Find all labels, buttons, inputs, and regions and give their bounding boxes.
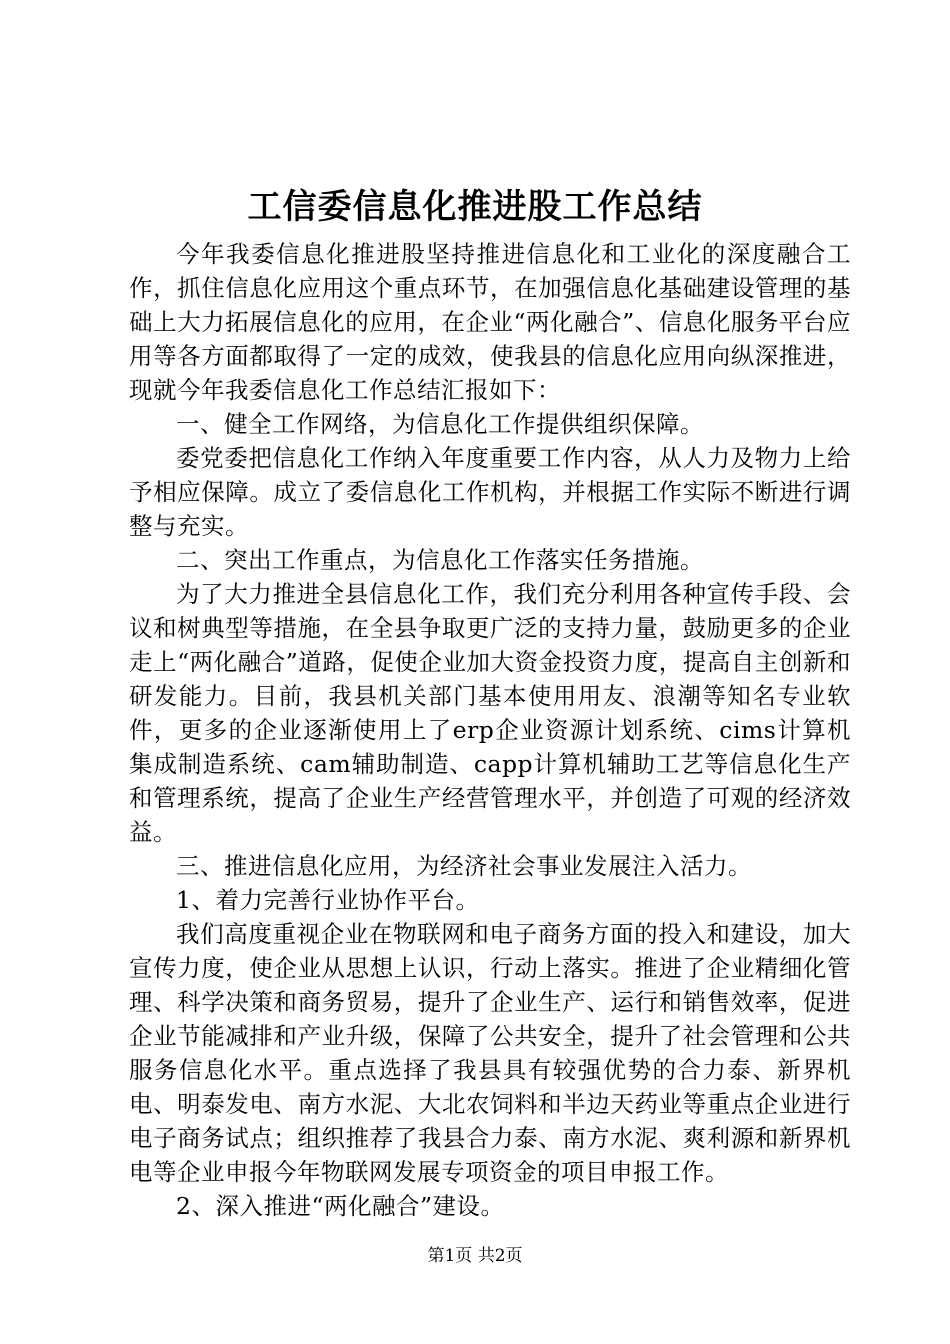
subsection-heading-2: 2、深入推进“两化融合”建设。 bbox=[176, 1192, 505, 1220]
intro-paragraph: 今年我委信息化推进股坚持推进信息化和工业化的深度融合工作，抓住信息化应用这个重点环节，在加强信息化基础建设管理的基础上大力拓展信息化的应用，在企业“两化融合”、信息化服务平台应用等各方面都取得了一定的成效，使我县的信息化应用向纵深推进，现就今年我委信息化工作总结汇报如下： bbox=[129, 240, 851, 404]
document-title: 工信委信息化推进股工作总结 bbox=[247, 187, 703, 227]
subsection-1-paragraph: 我们高度重视企业在物联网和电子商务方面的投入和建设，加大宣传力度，使企业从思想上认识，行动上落实。推进了企业精细化管理、科学决策和商务贸易，提升了企业生产、运行和销售效率，促进企业节能减排和产业升级，保障了公共安全，提升了社会管理和公共服务信息化水平。重点选择了我县具有较强优势的合力泰、新界机电、明泰发电、南方水泥、大北农饲料和半边天药业等重点企业进行电子商务试点；组织推荐了我县合力泰、南方水泥、爽利源和新界机电等企业申报今年物联网发展专项资金的项目申报工作。 bbox=[129, 920, 851, 1186]
document-body bbox=[129, 237, 851, 1223]
section-heading-1: 一、健全工作网络，为信息化工作提供组织保障。 bbox=[176, 410, 704, 438]
section-2-paragraph: 为了大力推进全县信息化工作，我们充分利用各种宣传手段、会议和树典型等措施，在全县争取更广泛的支持力量，鼓励更多的企业走上“两化融合”道路，促使企业加大资金投资力度，提高自主创新和研发能力。目前，我县机关部门基本使用用友、浪潮等知名专业软件，更多的企业逐渐使用上了erp企业资源计划系统、cims计算机集成制造系统、cam辅助制造、capp计算机辅助工艺等信息化生产和管理系统，提高了企业生产经营管理水平，并创造了可观的经济效益。 bbox=[129, 580, 851, 846]
subsection-heading-1: 1、着力完善行业协作平台。 bbox=[176, 886, 480, 914]
section-heading-3: 三、推进信息化应用，为经济社会事业发展注入活力。 bbox=[176, 852, 752, 880]
section-heading-2: 二、突出工作重点，为信息化工作落实任务措施。 bbox=[176, 546, 704, 574]
section-1-paragraph: 委党委把信息化工作纳入年度重要工作内容，从人力及物力上给予相应保障。成立了委信息化工作机构，并根据工作实际不断进行调整与充实。 bbox=[129, 444, 851, 540]
page-number-footer: 第1页 共2页 bbox=[427, 1246, 523, 1266]
